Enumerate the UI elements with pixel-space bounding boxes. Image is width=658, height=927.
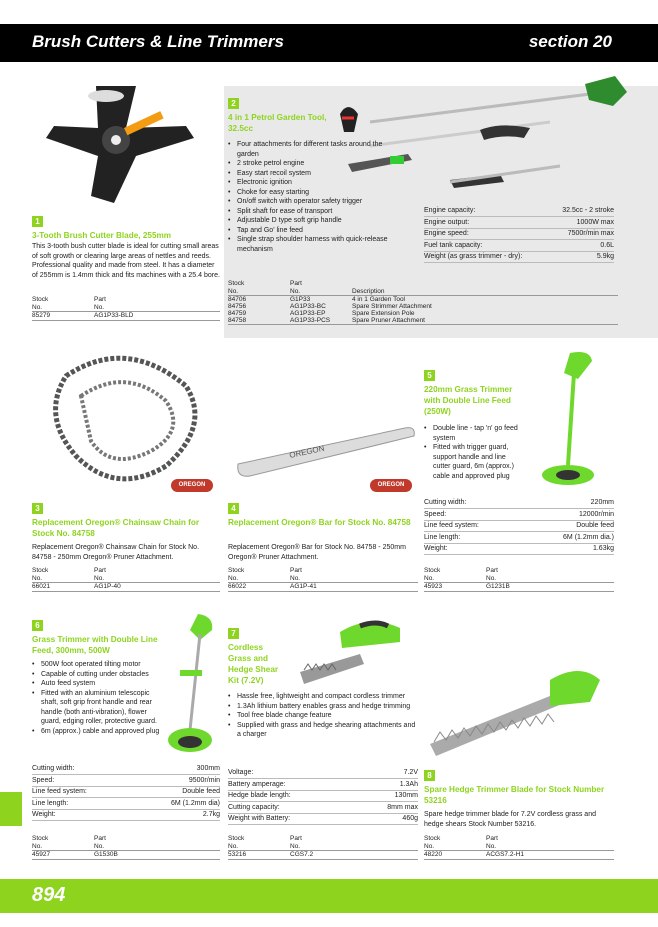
list-item: • Fitted with trigger guard, support handle and line cutter guard, 6m (approx.) cable and approved plug — [424, 443, 524, 481]
oregon-logo: OREGON — [370, 479, 412, 492]
product-5-features — [424, 424, 524, 481]
stock-no-header: Stock No. — [32, 835, 94, 851]
part-no-header: Part No. — [94, 567, 220, 583]
part-no-header: Part No. — [290, 835, 418, 851]
list-item: • Tap and Go' line feed — [228, 226, 393, 236]
product-3-description: Replacement Oregon® Chainsaw Chain for Stock No. 84758 - 250mm Oregon® Pruner Attachment. — [32, 544, 200, 561]
table-row: Line length: 6M (1.2mm dia) — [32, 798, 220, 810]
list-item: • Adjustable D type soft grip handle — [228, 216, 393, 226]
product-2-number: 2 — [228, 98, 239, 109]
chainsaw-bar-image — [230, 420, 420, 480]
table-row: Speed: 9500r/min — [32, 775, 220, 787]
hedge-shear-image — [290, 612, 420, 692]
list-item: • Supplied with grass and hedge shearing attachments and a charger — [228, 721, 418, 740]
part-no-header: Part No. — [94, 296, 220, 312]
part-no-header: Part No. — [486, 835, 614, 851]
product-5-number: 5 — [424, 370, 435, 381]
table-row: 84758 AG1P33-PCS Spare Pruner Attachment — [228, 317, 618, 325]
page-footer — [0, 879, 658, 913]
product-1-title: 3-Tooth Brush Cutter Blade, 255mm — [32, 231, 172, 240]
table-row: Engine capacity: 32.5cc - 2 stroke — [424, 205, 614, 217]
product-4-stock-table — [228, 567, 418, 592]
list-item: • Double line - tap 'n' go feed system — [424, 424, 524, 443]
list-item: • Electronic ignition — [228, 178, 393, 188]
product-8-stock-table — [424, 835, 614, 860]
table-row: Line length: 6M (1.2mm dia.) — [424, 532, 614, 544]
list-item: • 1.3Ah lithium battery enables grass and hedge trimming — [228, 702, 418, 712]
oregon-logo: OREGON — [171, 479, 213, 492]
stock-no-header: Stock No. — [228, 280, 290, 296]
page-number: 894 — [32, 884, 66, 906]
table-row: Battery amperage: 1.3Ah — [228, 779, 418, 791]
table-row: 48220 ACGS7.2-H1 — [424, 851, 614, 860]
product-7-features — [228, 692, 418, 740]
product-5-title: 220mm Grass Trimmer with Double Line Feed (250W) — [424, 385, 513, 416]
table-row: Line feed system: Double feed — [424, 520, 614, 532]
product-8-description: Spare hedge trimmer blade for 7.2V cordless grass and hedge shears Stock Number 53216. — [424, 811, 596, 828]
list-item: • Choke for easy starting — [228, 188, 393, 198]
list-item: • Single strap shoulder harness with quick-release mechanism — [228, 235, 393, 254]
table-row: Weight: 1.63kg — [424, 543, 614, 555]
chainsaw-chain-image — [36, 346, 216, 496]
product-2-title: 4 in 1 Petrol Garden Tool, 32.5cc — [228, 113, 327, 133]
part-no-header: Part No. — [486, 567, 614, 583]
table-row: Voltage: 7.2V — [228, 767, 418, 779]
table-row: Cutting capacity: 8mm max — [228, 802, 418, 814]
page-title: Brush Cutters & Line Trimmers — [32, 32, 284, 51]
product-2-stock-table — [228, 280, 618, 325]
stock-no-header: Stock No. — [228, 835, 290, 851]
table-row: Engine output: 1000W max — [424, 217, 614, 229]
section-label: section 20 — [528, 32, 612, 51]
table-row: Speed: 12000r/min — [424, 509, 614, 521]
product-7-specs — [228, 767, 418, 825]
list-item: • Capable of cutting under obstacles — [32, 670, 162, 680]
product-6-features — [32, 660, 162, 736]
table-row: 85279 AG1P33-BLD — [32, 312, 220, 321]
product-3-number: 3 — [32, 503, 43, 514]
table-row: Line feed system: Double feed — [32, 786, 220, 798]
product-2-features — [228, 140, 393, 254]
stock-no-header: Stock No. — [32, 296, 94, 312]
table-row: Cutting width: 300mm — [32, 763, 220, 775]
table-row: 84759 AG1P33-EP Spare Extension Pole — [228, 310, 415, 317]
stock-no-header: Stock No. — [424, 567, 486, 583]
product-6-title: Grass Trimmer with Double Line Feed, 300mm, 500W — [32, 635, 158, 655]
grass-trimmer-image — [530, 345, 610, 495]
product-3-stock-table — [32, 567, 220, 592]
list-item: • On/off switch with operator safety trigger — [228, 197, 393, 207]
stock-no-header: Stock No. — [32, 567, 94, 583]
table-row: 84756 AG1P33-BC Spare Strimmer Attachment — [228, 303, 432, 310]
stock-no-header: Stock No. — [228, 567, 290, 583]
list-item: • 6m (approx.) cable and approved plug — [32, 727, 162, 737]
list-item: • Auto feed system — [32, 679, 162, 689]
product-6-number: 6 — [32, 620, 43, 631]
svg-text:OREGON: OREGON — [288, 443, 326, 460]
product-4-title: Replacement Oregon® Bar for Stock No. 84758 — [228, 518, 411, 527]
part-no-header: Part No. — [94, 835, 220, 851]
part-no-header: Part No. — [290, 567, 418, 583]
product-6-specs — [32, 763, 220, 821]
product-7-number: 7 — [228, 628, 239, 639]
list-item: • Hassle free, lightweight and compact cordless trimmer — [228, 692, 418, 702]
list-item: • Four attachments for different tasks around the garden — [228, 140, 393, 159]
hedge-blade-image — [420, 660, 610, 760]
list-item: • Tool free blade change feature — [228, 711, 418, 721]
product-4-number: 4 — [228, 503, 239, 514]
table-row: 84706 G1P33 4 in 1 Garden Tool — [228, 296, 405, 303]
product-6-stock-table — [32, 835, 220, 860]
table-row: 66022 AG1P-41 — [228, 583, 418, 592]
table-row: Fuel tank capacity: 0.6L — [424, 240, 614, 252]
product-2-specs — [424, 205, 614, 263]
brush-cutter-blade-image — [36, 78, 206, 208]
table-row: Weight: 2.7kg — [32, 809, 220, 821]
product-7-stock-table — [228, 835, 418, 860]
list-item: • 2 stroke petrol engine — [228, 159, 393, 169]
table-row: Engine speed: 7500r/min max — [424, 228, 614, 240]
section-tab — [0, 792, 22, 826]
product-1-description: This 3-tooth bush cutter blade is ideal for cutting small areas of soft growth or clearing large areas of nettles and reeds. Professional quality and made from steel. It has a diameter of 255mm is 1.4mm thick and fits machines with a 25.4 bore. — [32, 243, 220, 279]
product-8-title: Spare Hedge Trimmer Blade for Stock Number 53216 — [424, 785, 605, 805]
table-row: Weight (as grass trimmer - dry): 5.9kg — [424, 251, 614, 263]
product-8-number: 8 — [424, 770, 435, 781]
product-5-stock-table — [424, 567, 614, 592]
product-4-description: Replacement Oregon® Bar for Stock No. 84758 - 250mm Oregon® Pruner Attachment. — [228, 544, 406, 561]
description-header: Description — [352, 280, 618, 296]
list-item: • 500W foot operated tilting motor — [32, 660, 162, 670]
list-item: • Fitted with an aluminium telescopic shaft, soft grip front handle and rear handle (both anti-vibration), flower guard, edging roller, protective guard. — [32, 689, 162, 727]
table-row: 45927 G1530B — [32, 851, 220, 860]
product-1-stock-table — [32, 296, 220, 321]
list-item: • Split shaft for ease of transport — [228, 207, 393, 217]
table-row: Weight with Battery: 460g — [228, 813, 418, 825]
table-row: Cutting width: 220mm — [424, 497, 614, 509]
list-item: • Easy start recoil system — [228, 169, 393, 179]
product-3-title: Replacement Oregon® Chainsaw Chain for Stock No. 84758 — [32, 518, 200, 538]
table-row: 45923 G1231B — [424, 583, 614, 592]
page-header — [0, 24, 658, 62]
stock-no-header: Stock No. — [424, 835, 486, 851]
grass-trimmer-image — [160, 610, 220, 760]
table-row: 66021 AG1P-40 — [32, 583, 220, 592]
table-row: Hedge blade length: 130mm — [228, 790, 418, 802]
product-1-number: 1 — [32, 216, 43, 227]
table-row: 53216 CGS7.2 — [228, 851, 418, 860]
product-5-specs — [424, 497, 614, 555]
part-no-header: Part No. — [290, 280, 352, 296]
product-7-title: Cordless Grass and Hedge Shear Kit (7.2V) — [228, 643, 279, 685]
